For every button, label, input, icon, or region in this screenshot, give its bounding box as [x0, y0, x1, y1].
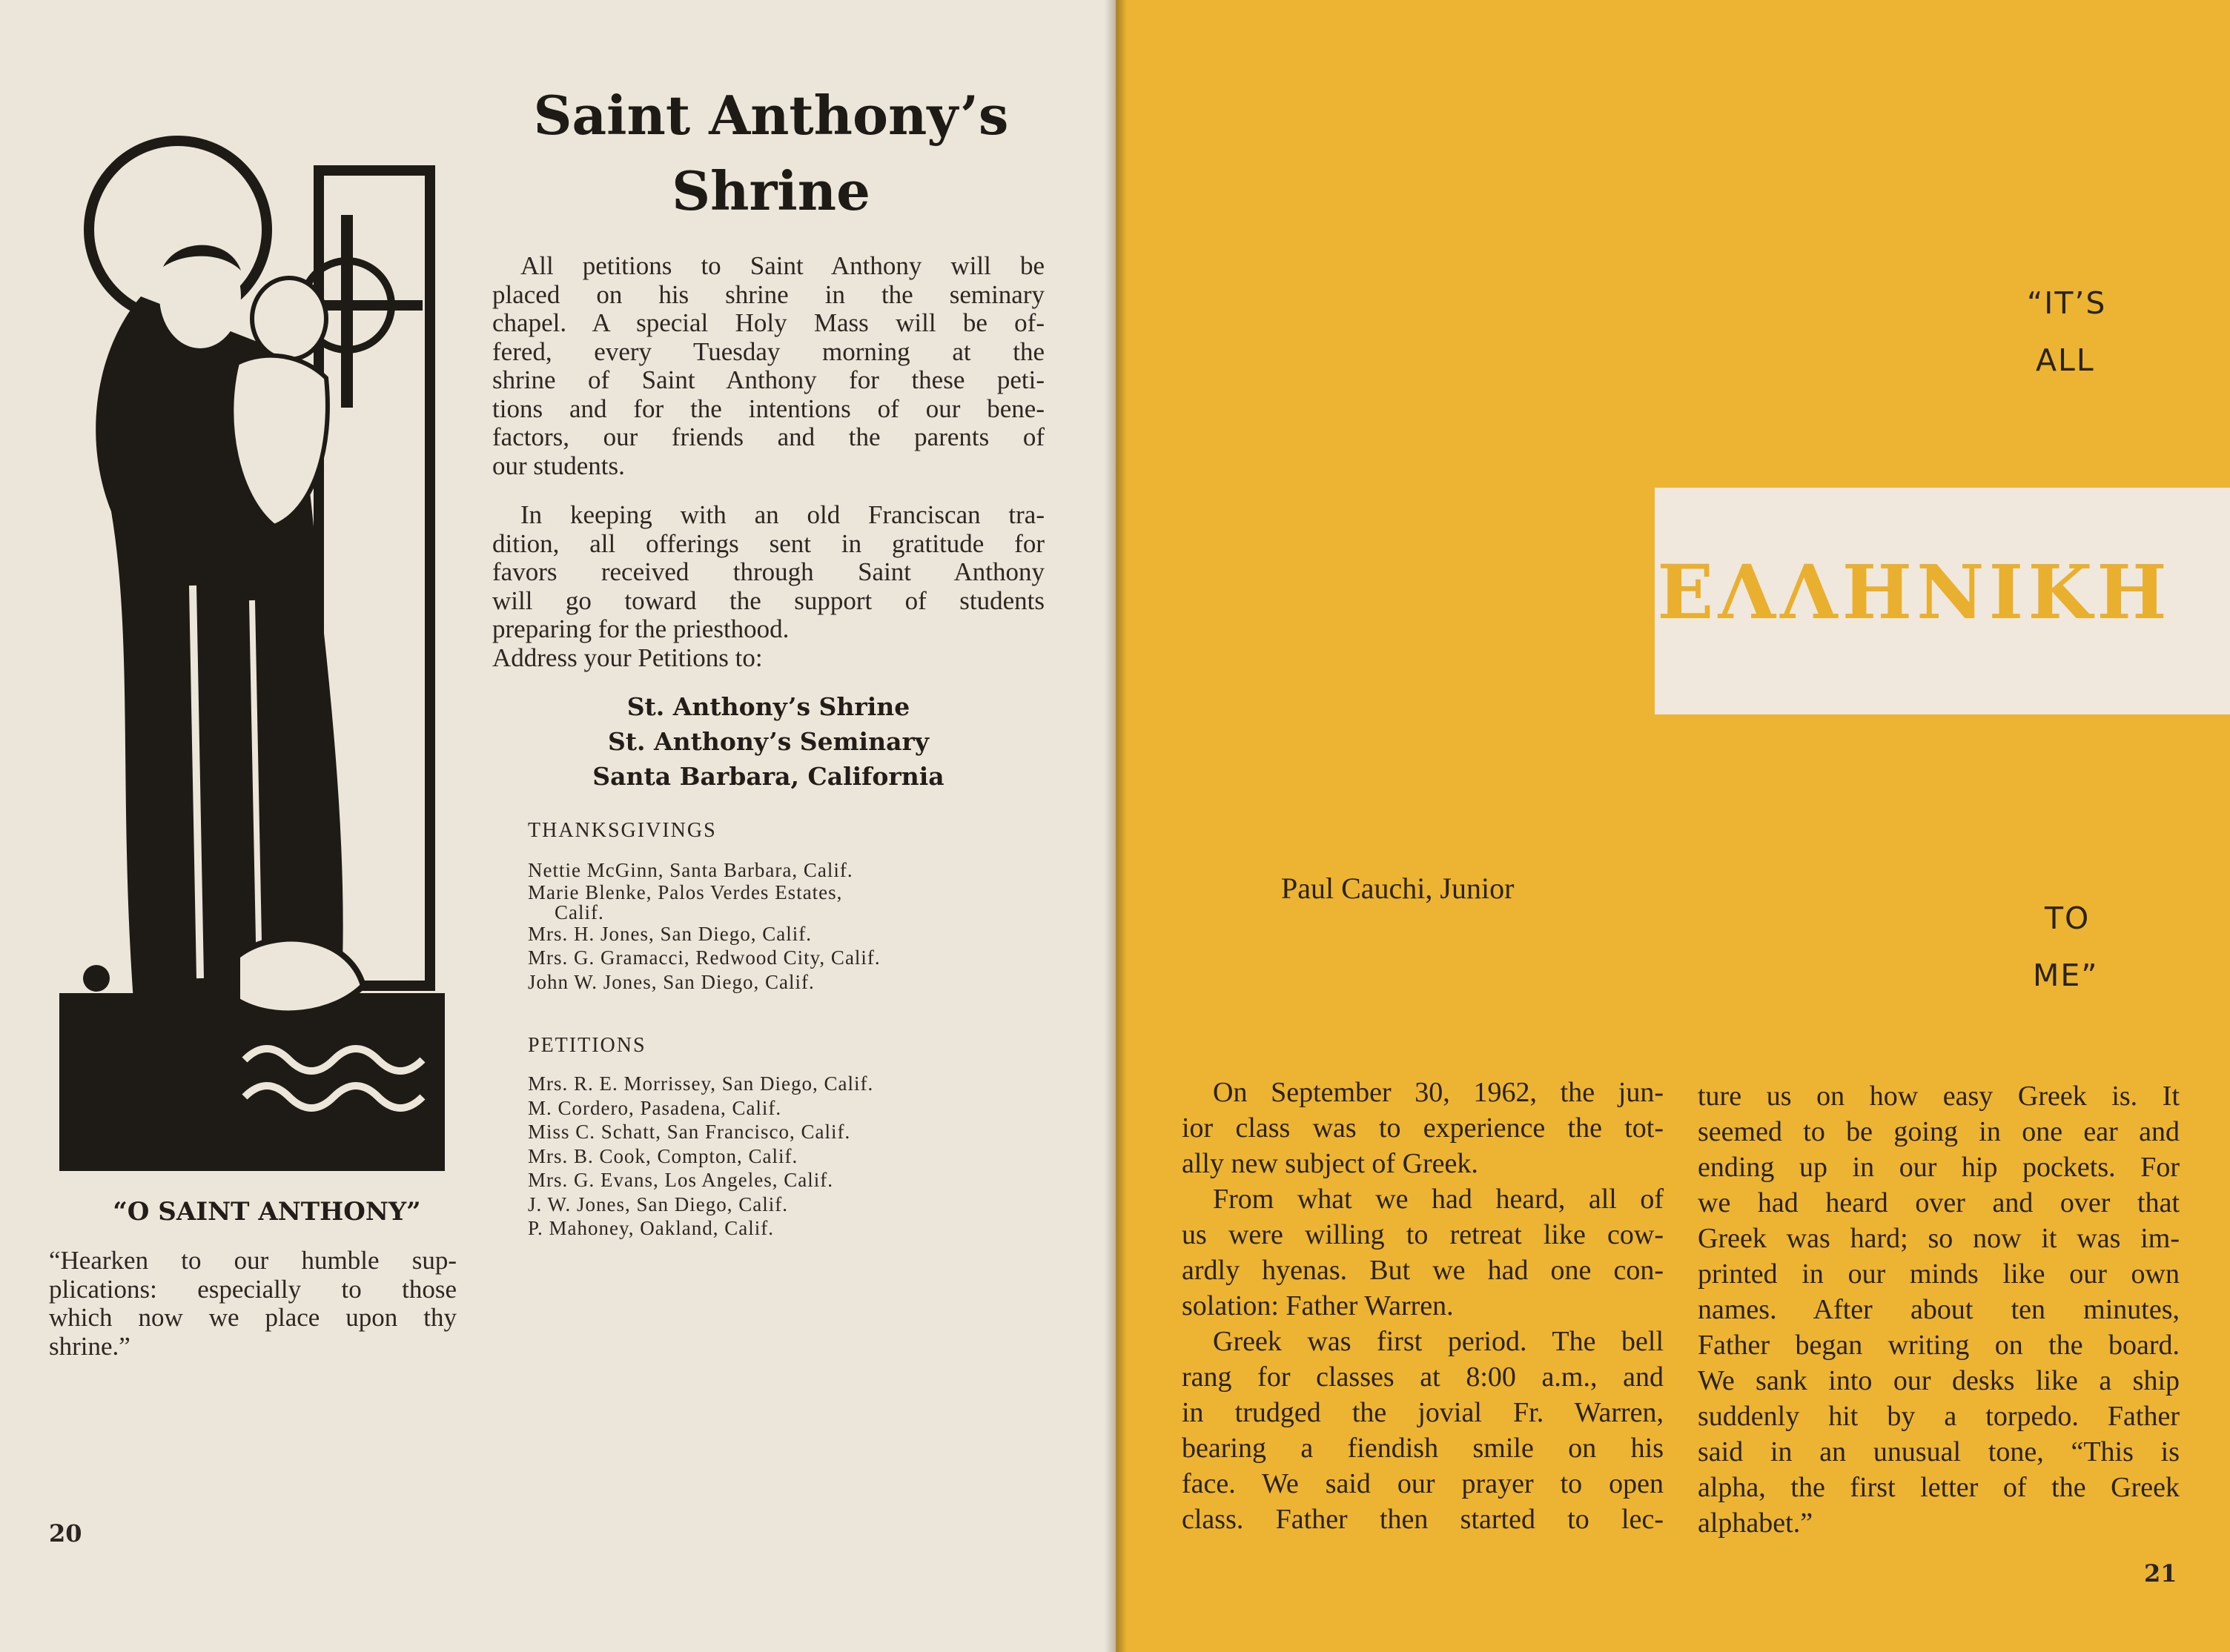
list-item: P. Mahoney, Oakland, Calif. — [528, 1217, 774, 1239]
text-line: “Hearken to our humble sup- — [49, 1246, 457, 1275]
text-line: in trudged the jovial Fr. Warren, — [1182, 1397, 1664, 1428]
list-item: Calif. — [555, 900, 604, 923]
text-line: ending up in our hip pockets. For — [1698, 1152, 2180, 1183]
list-item: M. Cordero, Pasadena, Calif. — [528, 1096, 782, 1119]
offerings-paragraph — [492, 501, 1045, 672]
list-item: Marie Blenke, Palos Verdes Estates, — [528, 880, 843, 903]
list-item: Mrs. B. Cook, Compton, Calif. — [528, 1144, 798, 1167]
title-line: Saint Anthony’s — [533, 84, 1009, 147]
text-line: preparing for the priesthood. — [492, 614, 790, 643]
list-item: Mrs. R. E. Morrissey, San Diego, Calif. — [528, 1072, 874, 1095]
text-line: Father began writing on the board. — [1698, 1330, 2180, 1361]
petitions-list — [528, 1072, 1047, 1241]
list-item: Mrs. G. Evans, Los Angeles, Calif. — [528, 1169, 833, 1191]
page-number-right: 21 — [2144, 1559, 2177, 1588]
text-line: we had heard over and over that — [1698, 1187, 2180, 1218]
shrine-address — [492, 689, 1045, 794]
address-line: St. Anthony’s Shrine — [626, 692, 910, 721]
text-line: us were willing to retreat like cow- — [1182, 1219, 1664, 1250]
heading-word: ME” — [2033, 958, 2099, 993]
text-line: face. We said our prayer to open — [1182, 1468, 1664, 1499]
text-line: alphabet.” — [1698, 1507, 1813, 1539]
text-line: fered, every Tuesday morning at the — [492, 336, 1045, 366]
list-item: Nettie McGinn, Santa Barbara, Calif. — [528, 859, 853, 881]
text-line: ardly hyenas. But we had one con- — [1182, 1255, 1664, 1286]
address-line: St. Anthony’s Seminary — [607, 727, 930, 756]
text-line: ture us on how easy Greek is. It — [1698, 1081, 2180, 1112]
thanksgivings-list — [528, 858, 1047, 994]
text-line: plications: especially to those — [49, 1274, 457, 1304]
title-line: Shrine — [672, 159, 870, 222]
prayer-text — [49, 1247, 457, 1361]
list-item: Mrs. H. Jones, San Diego, Calif. — [528, 922, 812, 945]
text-line: will go toward the support of students — [492, 586, 1045, 615]
text-line: alpha, the first letter of the Greek — [1698, 1472, 2180, 1503]
text-line: which now we place upon thy — [49, 1303, 457, 1332]
text-line: shrine of Saint Anthony for these peti- — [492, 365, 1045, 394]
article-column-2 — [1698, 1078, 2180, 1541]
article-column-1 — [1182, 1075, 1664, 1537]
text-line: chapel. A special Holy Mass will be of- — [492, 308, 1045, 337]
list-item: Miss C. Schatt, San Francisco, Calif. — [528, 1121, 851, 1143]
heading-word: ALL — [2036, 342, 2095, 378]
text-line: tions and for the intentions of our bene- — [492, 394, 1045, 423]
address-line: Santa Barbara, California — [592, 762, 944, 791]
text-line: In keeping with an old Franciscan tra- — [520, 500, 1045, 529]
text-line: All petitions to Saint Anthony will be — [520, 251, 1045, 280]
page-number-left: 20 — [49, 1519, 82, 1547]
text-line: suddenly hit by a torpedo. Father — [1698, 1401, 2180, 1432]
book-gutter — [1105, 0, 1127, 1652]
text-line: Greek was hard; so now it was im- — [1698, 1223, 2180, 1254]
text-line: favors received through Saint Anthony — [492, 557, 1045, 586]
text-line: dition, all offerings sent in gratitude for — [492, 528, 1045, 558]
text-line: seemed to be going in one ear and — [1698, 1116, 2180, 1147]
greek-title: ΕΛΛΗΝΙΚΗ — [1657, 548, 2171, 636]
petitions-heading: PETITIONS — [528, 1034, 646, 1057]
list-item: J. W. Jones, San Diego, Calif. — [528, 1192, 788, 1215]
text-line: factors, our friends and the parents of — [492, 422, 1045, 451]
text-line: ally new subject of Greek. — [1182, 1148, 1478, 1179]
text-line: bearing a fiendish smile on his — [1182, 1433, 1664, 1464]
text-line: Address your Petitions to: — [492, 643, 763, 672]
text-line: said in an unusual tone, “This is — [1698, 1436, 2180, 1467]
text-line: ior class was to experience the tot- — [1182, 1112, 1664, 1144]
heading-word: “IT’S — [2027, 285, 2107, 321]
text-line: placed on his shrine in the seminary — [492, 279, 1045, 309]
heading-word: TO — [2045, 900, 2091, 936]
text-line: solation: Father Warren. — [1182, 1290, 1454, 1321]
text-line: printed in our minds like our own — [1698, 1258, 2180, 1290]
list-item: Mrs. G. Gramacci, Redwood City, Calif. — [528, 946, 881, 969]
illustration-caption: “O SAINT ANTHONY” — [113, 1197, 421, 1227]
text-line: rang for classes at 8:00 a.m., and — [1182, 1361, 1664, 1393]
text-line: Greek was first period. The bell — [1213, 1326, 1664, 1357]
text-line: shrine.” — [49, 1331, 130, 1361]
text-line: On September 30, 1962, the jun- — [1213, 1077, 1664, 1108]
text-line: class. Father then started to lec- — [1182, 1504, 1664, 1535]
saint-anthony-illustration — [52, 126, 452, 1178]
page-title — [467, 78, 1075, 229]
text-line: From what we had heard, all of — [1213, 1184, 1664, 1215]
text-line: our students. — [492, 451, 625, 480]
list-item: John W. Jones, San Diego, Calif. — [528, 970, 815, 993]
text-line: We sank into our desks like a ship — [1698, 1365, 2180, 1396]
author-byline: Paul Cauchi, Junior — [1281, 872, 1515, 905]
petitions-paragraph — [492, 252, 1045, 480]
thanksgivings-heading: THANKSGIVINGS — [528, 819, 717, 842]
text-line: names. After about ten minutes, — [1698, 1294, 2180, 1325]
